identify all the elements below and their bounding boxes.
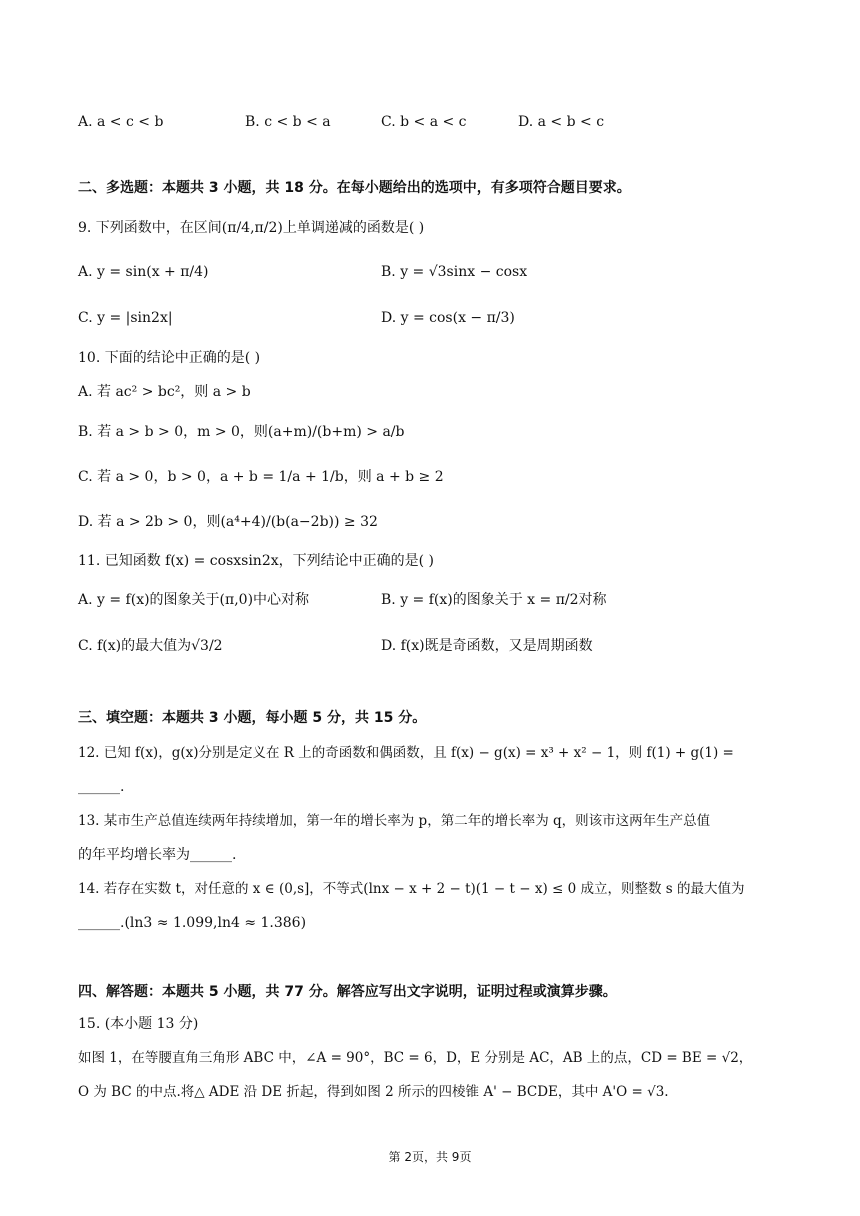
section2-heading: 二、多选题：本题共 3 小题，共 18 分。在每小题给出的选项中，有多项符合题目要求。 bbox=[78, 180, 631, 196]
q11-option-b: B. y = f(x)的图象关于 x = π/2对称 bbox=[381, 592, 607, 608]
q10-option-b: B. 若 a > b > 0，m > 0，则(a+m)/(b+m) > a/b bbox=[78, 424, 405, 440]
q11-stem: 11. 已知函数 f(x) = cosxsin2x，下列结论中正确的是( ) bbox=[78, 553, 435, 569]
q15-line2: O 为 BC 的中点.将△ ADE 沿 DE 折起，得到如图 2 所示的四棱锥 A' − BCDE，其中 A'O = √3. bbox=[78, 1084, 669, 1100]
q11-option-c: C. f(x)的最大值为√3/2 bbox=[78, 638, 223, 654]
section3-heading: 三、填空题：本题共 3 小题，每小题 5 分，共 15 分。 bbox=[78, 710, 427, 726]
q10-stem: 10. 下面的结论中正确的是( ) bbox=[78, 350, 261, 366]
q10-option-c: C. 若 a > 0，b > 0，a + b = 1/a + 1/b，则 a + b ≥ 2 bbox=[78, 469, 444, 485]
q8-option-c: C. b < a < c bbox=[381, 114, 467, 130]
section4-heading: 四、解答题：本题共 5 小题，共 77 分。解答应写出文字说明，证明过程或演算步骤。 bbox=[78, 984, 617, 1000]
q8-option-b: B. c < b < a bbox=[245, 114, 331, 130]
q14-line2: ______.(ln3 ≈ 1.099,ln4 ≈ 1.386) bbox=[78, 915, 307, 931]
q8-option-d: D. a < b < c bbox=[518, 114, 605, 130]
q9-option-d: D. y = cos(x − π/3) bbox=[381, 310, 515, 326]
q12-line2: ______. bbox=[78, 779, 125, 795]
q11-option-a: A. y = f(x)的图象关于(π,0)中心对称 bbox=[78, 592, 310, 608]
page-footer: 第 2页，共 9页 bbox=[388, 1150, 472, 1164]
q10-option-a: A. 若 ac² > bc²，则 a > b bbox=[78, 384, 251, 400]
q8-option-a: A. a < c < b bbox=[78, 114, 164, 130]
q9-option-c: C. y = |sin2x| bbox=[78, 310, 173, 326]
q10-option-d: D. 若 a > 2b > 0，则(a⁴+4)/(b(a−2b)) ≥ 32 bbox=[78, 514, 378, 530]
q15-header: 15. (本小题 13 分) bbox=[78, 1016, 199, 1032]
q13-line2: 的年平均增长率为______. bbox=[78, 847, 237, 863]
q14-line1: 14. 若存在实数 t，对任意的 x ∈ (0,s]，不等式(lnx − x + 2 − t)(1 − t − x) ≤ 0 成立，则整数 s 的最大值为 bbox=[78, 881, 745, 897]
q9-option-b: B. y = √3sinx − cosx bbox=[381, 264, 528, 280]
q12-line1: 12. 已知 f(x)，g(x)分别是定义在 R 上的奇函数和偶函数，且 f(x) − g(x) = x³ + x² − 1，则 f(1) + g(1) = bbox=[78, 745, 734, 761]
q9-stem: 9. 下列函数中，在区间(π/4,π/2)上单调递减的函数是( ) bbox=[78, 220, 425, 236]
q11-option-d: D. f(x)既是奇函数，又是周期函数 bbox=[381, 638, 593, 654]
q15-line1: 如图 1，在等腰直角三角形 ABC 中，∠A = 90°，BC = 6，D，E 分别是 AC，AB 上的点，CD = BE = √2， bbox=[78, 1050, 753, 1066]
q9-option-a: A. y = sin(x + π/4) bbox=[78, 264, 209, 280]
q13-line1: 13. 某市生产总值连续两年持续增加，第一年的增长率为 p，第二年的增长率为 q，则该市这两年生产总值 bbox=[78, 813, 711, 829]
